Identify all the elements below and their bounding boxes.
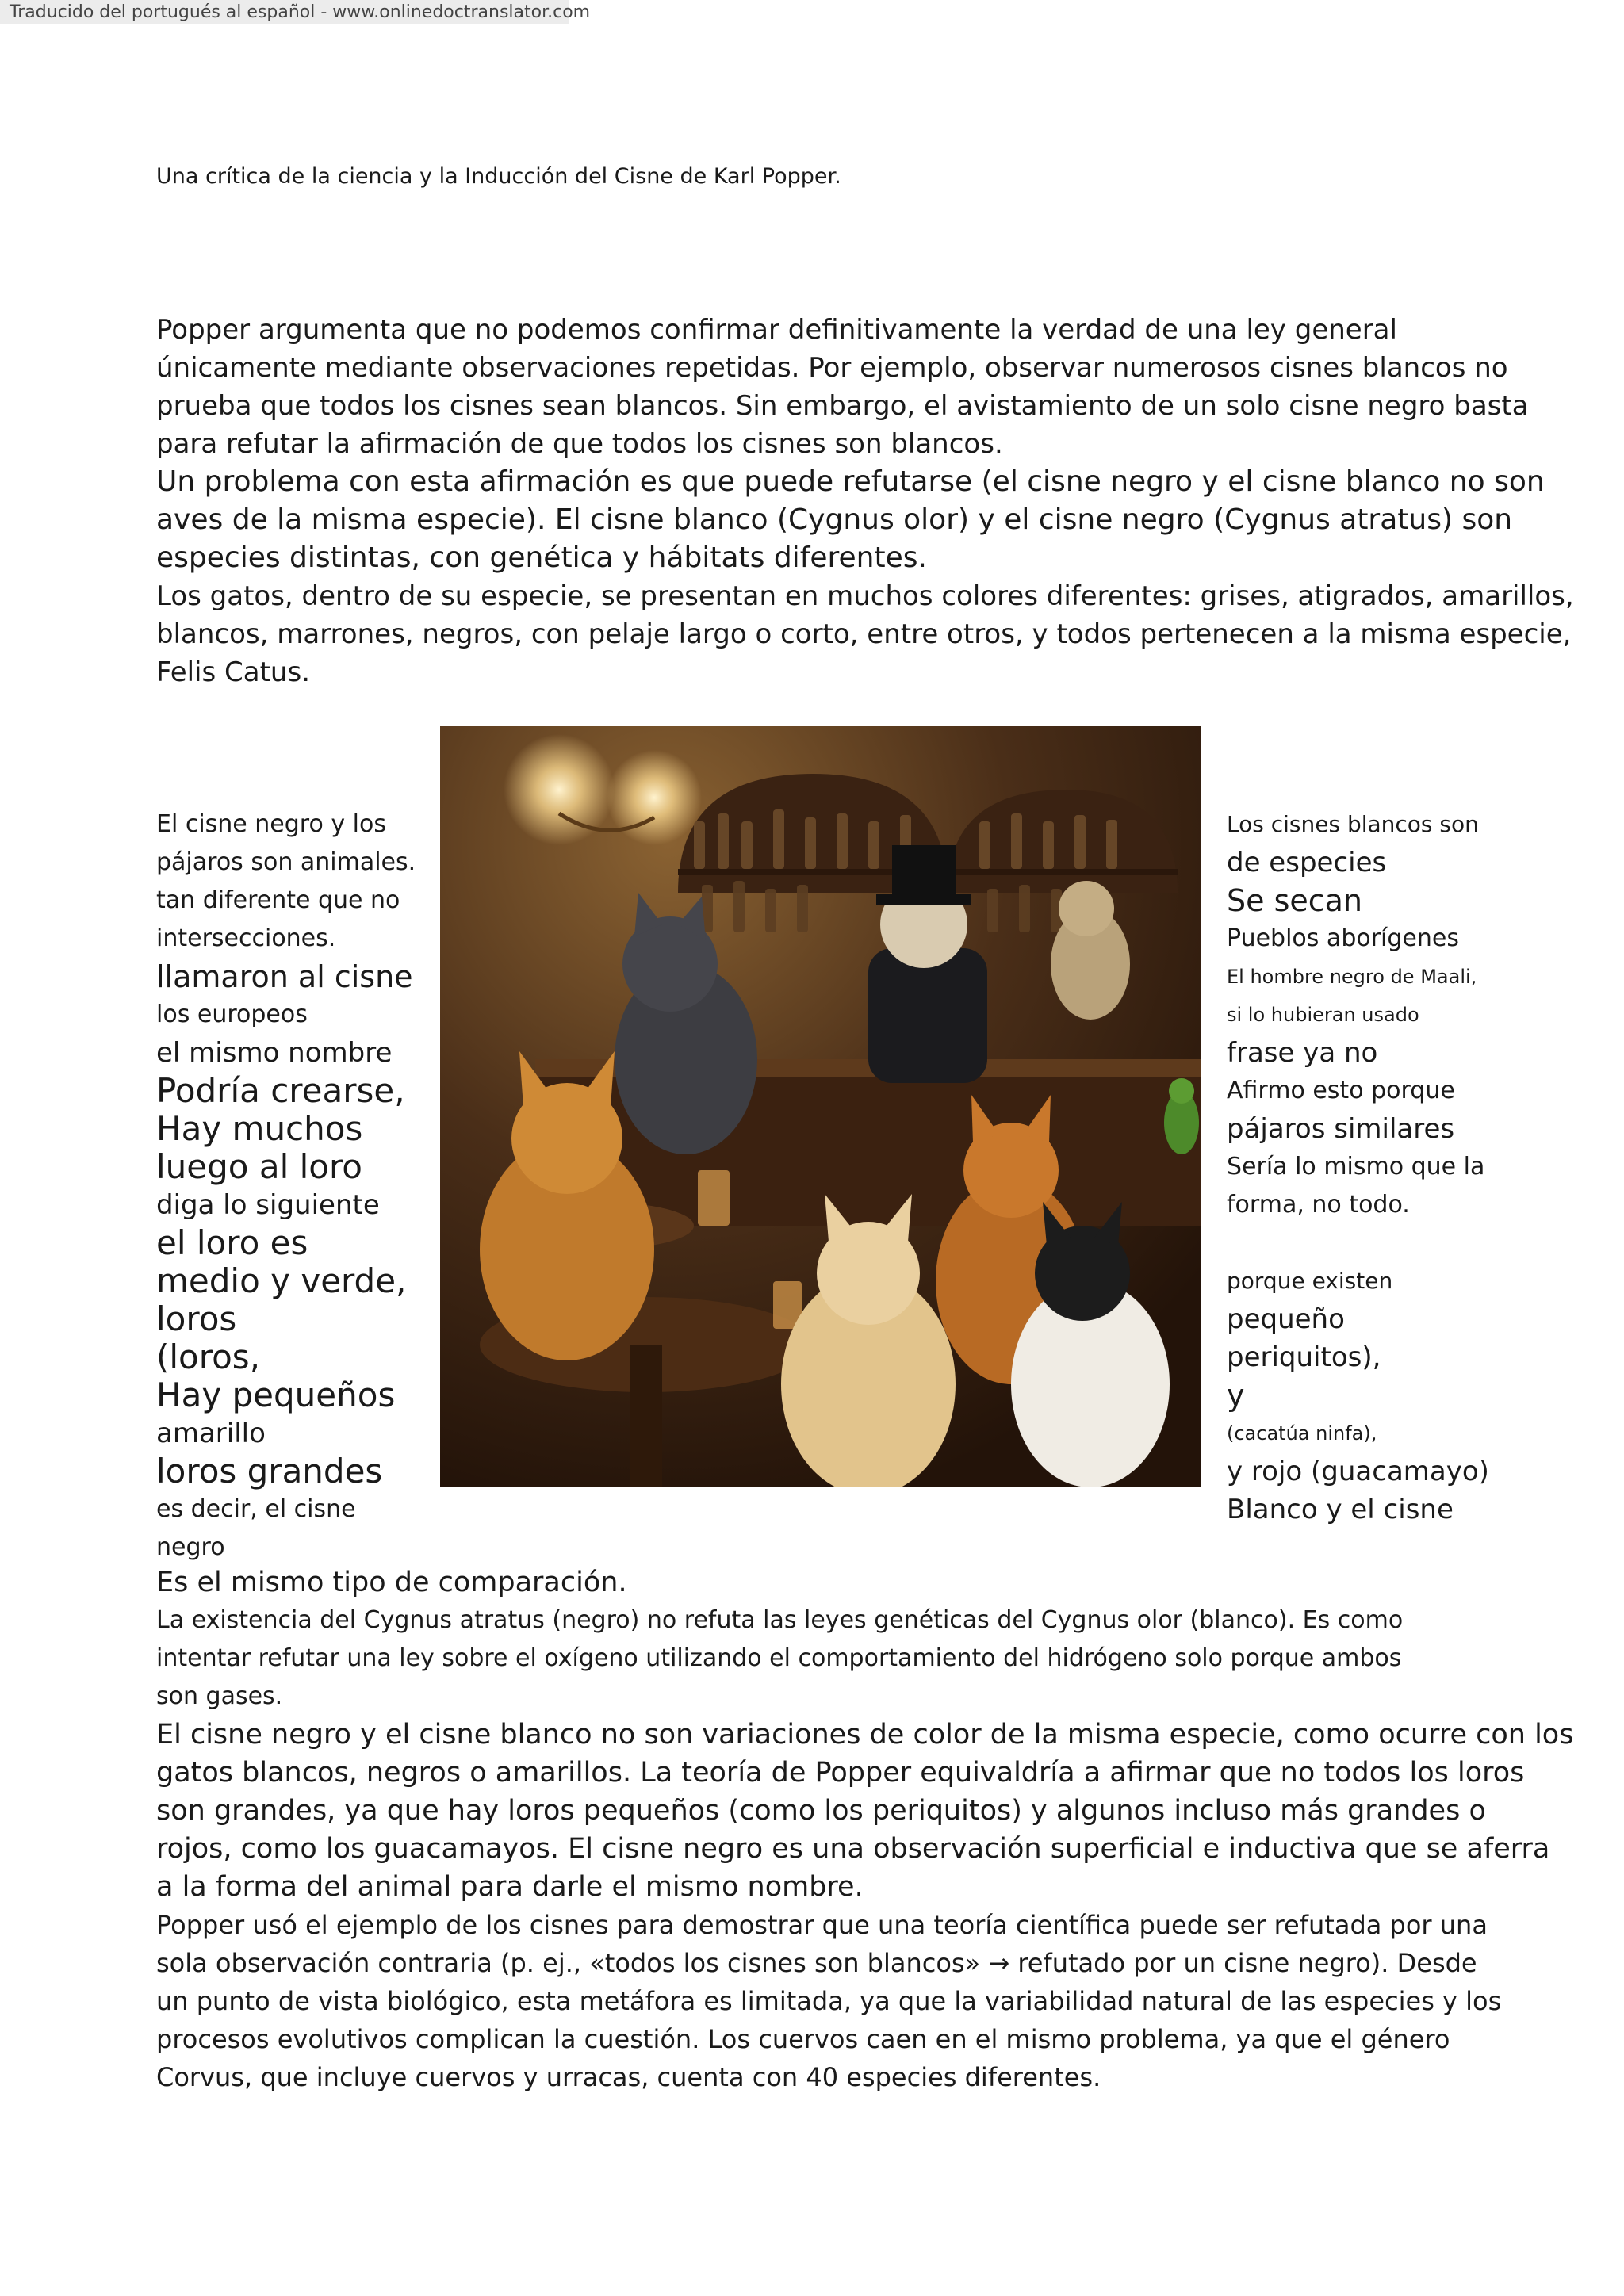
text-line: es decir, el cisne	[156, 1495, 356, 1523]
text-line: si lo hubieran usado	[1227, 1004, 1419, 1026]
text-line: y rojo (guacamayo)	[1227, 1456, 1489, 1487]
text-line: especies distintas, con genética y hábitats diferentes.	[156, 541, 927, 574]
text-line: Los cisnes blancos son	[1227, 811, 1479, 837]
text-line: pájaros son animales.	[156, 848, 416, 876]
text-line: rojos, como los guacamayos. El cisne negro es una observación superficial e inductiva que se aferra	[156, 1833, 1550, 1865]
text-line: y	[1227, 1378, 1245, 1413]
text-line: de especies	[1227, 847, 1387, 878]
text-line: porque existen	[1227, 1268, 1393, 1294]
text-line: loros	[156, 1299, 237, 1338]
text-line: pájaros similares	[1227, 1113, 1455, 1145]
banner-text[interactable]: Traducido del portugués al español - www.onlinedoctranslator.com	[10, 2, 591, 22]
text-line: Hay muchos	[156, 1109, 363, 1148]
text-line: tan diferente que no	[156, 886, 400, 914]
problem-paragraph	[156, 463, 1545, 577]
translator-banner[interactable]	[0, 0, 591, 24]
text-line: (loros,	[156, 1337, 261, 1376]
text-line: blancos, marrones, negros, con pelaje largo o corto, entre otros, y todos pertenecen a la misma especie,	[156, 618, 1572, 650]
text-line: para refutar la afirmación de que todos los cisnes son blancos.	[156, 428, 1003, 460]
cats-tavern-painting	[440, 726, 1201, 1487]
text-line: pequeño	[1227, 1303, 1345, 1335]
text-line: luego al loro	[156, 1147, 362, 1186]
text-line: únicamente mediante observaciones repetidas. Por ejemplo, observar numerosos cisnes blancos no	[156, 352, 1508, 384]
text-line: amarillo	[156, 1418, 266, 1449]
text-line: Podría crearse,	[156, 1071, 405, 1110]
text-line: el loro es	[156, 1223, 308, 1262]
text-line: forma, no todo.	[1227, 1191, 1410, 1219]
text-line: sola observación contraria (p. ej., «todos los cisnes son blancos» → refutado por un cisne negro). Desde	[156, 1948, 1477, 1978]
genetics-paragraph	[156, 1601, 1403, 1716]
text-line: medio y verde,	[156, 1261, 407, 1300]
text-line: Sería lo mismo que la	[1227, 1153, 1485, 1181]
text-line: gatos blancos, negros o amarillos. La teoría de Popper equivaldría a afirmar que no todos los loros	[156, 1757, 1525, 1789]
text-line	[1227, 1224, 1489, 1262]
text-line: el mismo nombre	[156, 1037, 393, 1069]
text-line: un punto de vista biológico, esta metáfora es limitada, ya que la variabilidad natural de las especies y los	[156, 1986, 1502, 2016]
text-line: Pueblos aborígenes	[1227, 924, 1459, 952]
text-line: intersecciones.	[156, 924, 336, 952]
text-line: Hay pequeños	[156, 1376, 396, 1414]
variation-paragraph	[156, 1716, 1573, 1906]
text-line: loros grandes	[156, 1452, 383, 1490]
text-line: frase ya no	[1227, 1037, 1378, 1069]
text-line: Se secan	[1227, 883, 1363, 918]
text-line: diga lo siguiente	[156, 1189, 380, 1221]
text-line: los europeos	[156, 1001, 308, 1028]
text-line: Corvus, que incluye cuervos y urracas, cuenta con 40 especies diferentes.	[156, 2062, 1101, 2092]
right-text-column	[1227, 806, 1489, 1529]
text-line: periquitos),	[1227, 1341, 1381, 1373]
text-line: aves de la misma especie). El cisne blanco (Cygnus olor) y el cisne negro (Cygnus atratus) son	[156, 503, 1513, 536]
text-line: a la forma del animal para darle el mismo nombre.	[156, 1871, 864, 1903]
text-line: llamaron al cisne	[156, 959, 413, 994]
text-line: Popper usó el ejemplo de los cisnes para demostrar que una teoría científica puede ser refutada por una	[156, 1910, 1488, 1940]
text-line: intentar refutar una ley sobre el oxígeno utilizando el comportamiento del hidrógeno solo porque ambos	[156, 1644, 1402, 1672]
text-line: Los gatos, dentro de su especie, se presentan en muchos colores diferentes: grises, atigrados, amarillos,	[156, 580, 1574, 612]
parrot	[1164, 1078, 1199, 1154]
text-line: El hombre negro de Maali,	[1227, 966, 1477, 988]
text-line: prueba que todos los cisnes sean blancos. Sin embargo, el avistamiento de un solo cisne negro basta	[156, 390, 1529, 422]
text-line: Un problema con esta afirmación es que puede refutarse (el cisne negro y el cisne blanco no son	[156, 465, 1545, 498]
text-line: negro	[156, 1533, 225, 1561]
cats-paragraph	[156, 577, 1574, 691]
final-paragraph	[156, 1906, 1501, 2096]
text-line: procesos evolutivos complican la cuestión. Los cuervos caen en el mismo problema, ya que el género	[156, 2024, 1450, 2054]
text-line: son grandes, ya que hay loros pequeños (como los periquitos) y algunos incluso más grandes o	[156, 1795, 1486, 1827]
text-line: Felis Catus.	[156, 656, 311, 688]
text-line: El cisne negro y los	[156, 810, 386, 838]
document-title: Una crítica de la ciencia y la Inducción del Cisne de Karl Popper.	[156, 164, 841, 189]
text-line: (cacatúa ninfa),	[1227, 1422, 1377, 1445]
comparison-line: Es el mismo tipo de comparación.	[156, 1567, 627, 1598]
text-line: Blanco y el cisne	[1227, 1494, 1454, 1525]
text-line: El cisne negro y el cisne blanco no son variaciones de color de la misma especie, como ocurre con los	[156, 1719, 1574, 1751]
text-line: son gases.	[156, 1682, 283, 1710]
left-text-column	[156, 806, 416, 1567]
text-line: Afirmo esto porque	[1227, 1077, 1455, 1104]
text-line: La existencia del Cygnus atratus (negro) no refuta las leyes genéticas del Cygnus olor (blanco). Es como	[156, 1606, 1404, 1634]
intro-paragraph	[156, 311, 1529, 463]
text-line: Popper argumenta que no podemos confirmar definitivamente la verdad de una ley general	[156, 314, 1397, 346]
